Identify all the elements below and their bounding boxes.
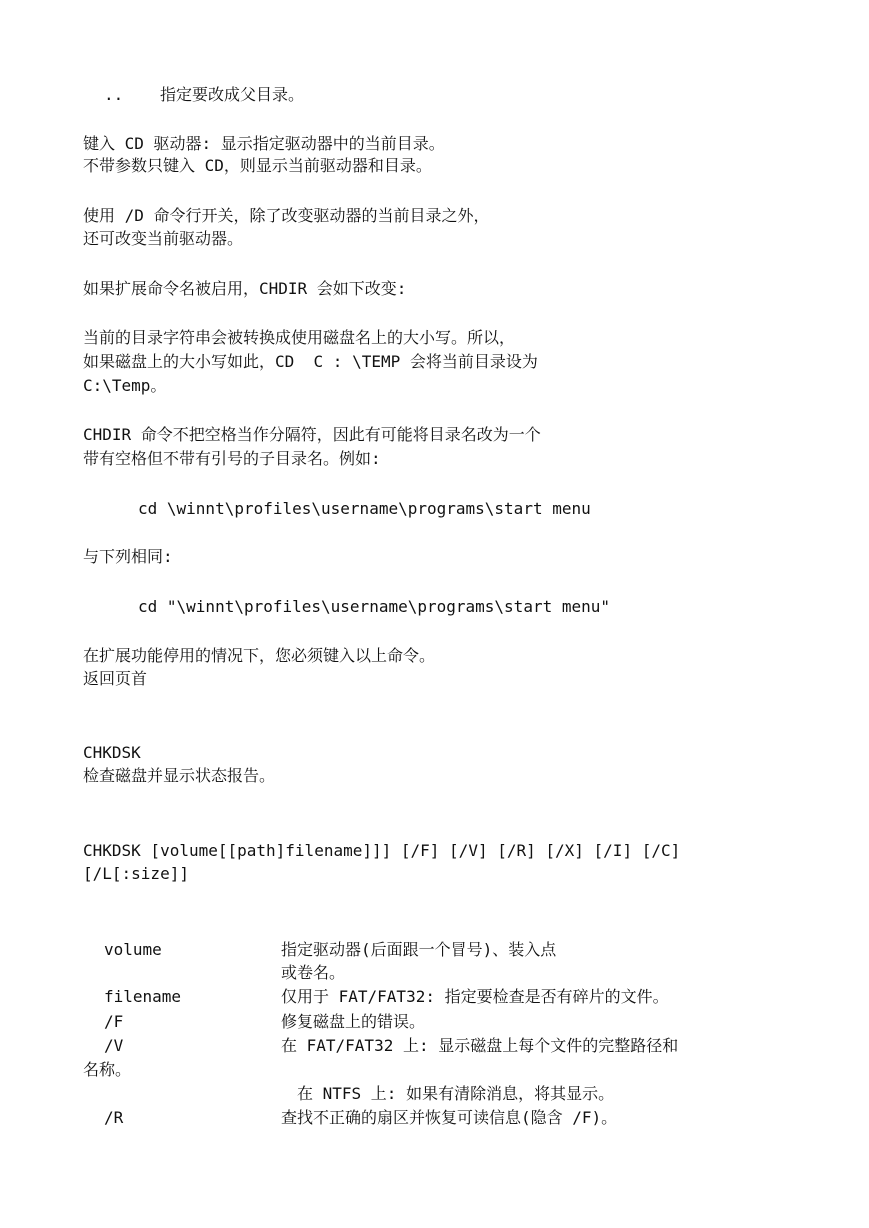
option-name: filename [104, 987, 182, 1006]
option-name: /V [104, 1036, 124, 1055]
paragraph-line: 如果磁盘上的大小写如此，CD C : \TEMP 会将当前目录设为 [83, 352, 538, 371]
option-description: 修复磁盘上的错误。 [281, 1012, 426, 1031]
paragraph-line: 不带参数只键入 CD，则显示当前驱动器和目录。 [83, 156, 432, 175]
wrapped-text: 名称。 [83, 1060, 132, 1079]
option-description: 或卷名。 [281, 963, 346, 982]
syntax-line: [/L[:size]] [83, 864, 189, 883]
dotdot-token: .. [104, 85, 124, 104]
paragraph-line: 还可改变当前驱动器。 [83, 229, 244, 248]
paragraph-line: 键入 CD 驱动器: 显示指定驱动器中的当前目录。 [83, 134, 445, 153]
option-name: volume [104, 940, 162, 959]
option-name: /F [104, 1012, 124, 1031]
code-example: cd "\winnt\profiles\username\programs\start menu" [138, 597, 611, 616]
paragraph-line: C:\Temp。 [83, 376, 167, 395]
option-description: 在 FAT/FAT32 上: 显示磁盘上每个文件的完整路径和 [281, 1036, 679, 1055]
back-to-top-link[interactable]: 返回页首 [83, 669, 148, 688]
section-title: CHKDSK [83, 743, 141, 762]
code-example: cd \winnt\profiles\username\programs\start menu [138, 499, 591, 518]
paragraph-line: 在扩展功能停用的情况下，您必须键入以上命令。 [83, 646, 436, 665]
paragraph-line: 当前的目录字符串会被转换成使用磁盘名上的大小写。所以， [83, 328, 516, 347]
option-name: /R [104, 1108, 124, 1127]
section-summary: 检查磁盘并显示状态报告。 [83, 766, 276, 785]
option-description: 指定驱动器(后面跟一个冒号)、装入点 [281, 940, 557, 959]
paragraph-line: 使用 /D 命令行开关，除了改变驱动器的当前目录之外， [83, 206, 490, 225]
option-description: 仅用于 FAT/FAT32: 指定要检查是否有碎片的文件。 [281, 987, 669, 1006]
paragraph-line: 带有空格但不带有引号的子目录名。例如: [83, 449, 381, 468]
syntax-line: CHKDSK [volume[[path]filename]]] [/F] [/V] [/R] [/X] [/I] [/C] [83, 841, 681, 860]
paragraph-line: 如果扩展命令名被启用，CHDIR 会如下改变: [83, 279, 407, 298]
dotdot-description: 指定要改成父目录。 [160, 85, 305, 104]
option-description: 查找不正确的扇区并恢复可读信息(隐含 /F)。 [281, 1108, 618, 1127]
paragraph-line: CHDIR 命令不把空格当作分隔符，因此有可能将目录名改为一个 [83, 425, 541, 444]
option-description: 在 NTFS 上: 如果有清除消息，将其显示。 [297, 1084, 615, 1103]
paragraph-line: 与下列相同: [83, 547, 173, 566]
